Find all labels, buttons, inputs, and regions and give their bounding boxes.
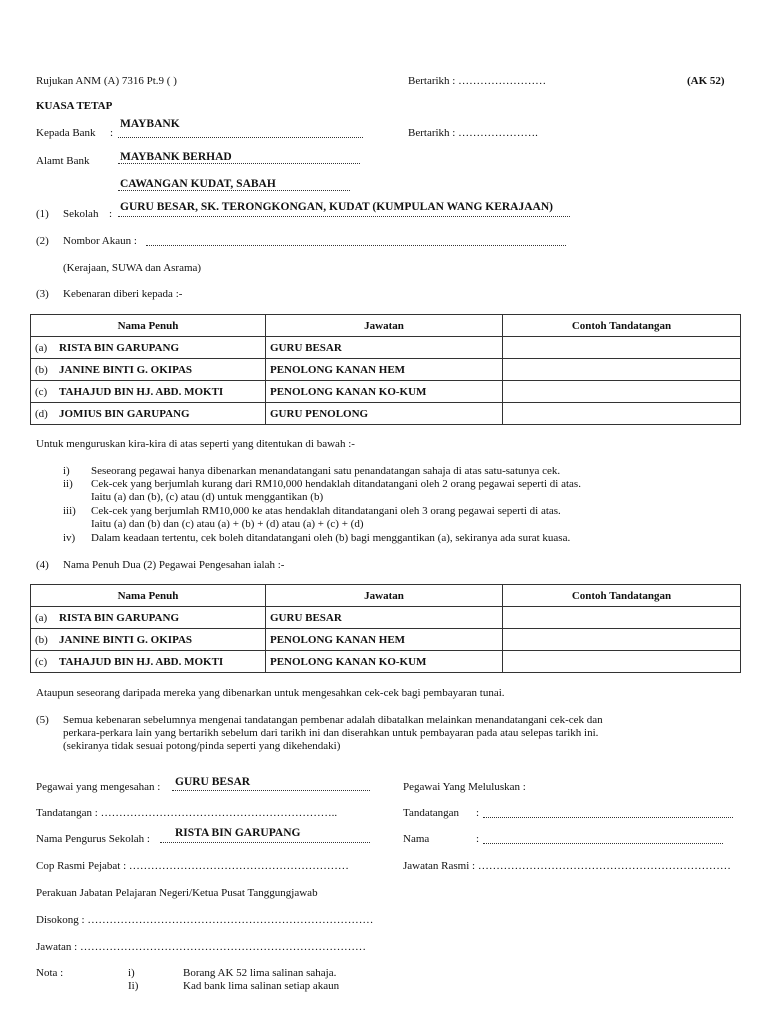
signature-cell[interactable] [503, 381, 741, 403]
full-name-cell [31, 403, 266, 425]
column-header-position: Jawatan [266, 585, 503, 607]
item-3-number: (3) [36, 288, 49, 300]
position-cell: GURU PENOLONG [266, 403, 503, 425]
signature-cell[interactable] [503, 607, 741, 629]
name-line-right[interactable] [483, 843, 723, 844]
verifying-officer-label: Pegawai yang mengesahan : [36, 781, 161, 793]
full-name: JANINE BINTI G. OKIPAS [59, 633, 193, 646]
school-label: Sekolah [63, 208, 99, 220]
note-ii-text: Kad bank lima salinan setiap akaun [183, 980, 340, 992]
note-label: Nota : [36, 967, 64, 979]
signatories-table [30, 314, 741, 425]
signature-cell[interactable] [503, 337, 741, 359]
table-row [31, 651, 741, 673]
verifying-officer-line[interactable] [172, 790, 370, 791]
position-cell: PENOLONG KANAN HEM [266, 629, 503, 651]
official-stamp-field[interactable]: Cop Rasmi Pejabat : …………………………………………………… [36, 860, 349, 872]
table-row [31, 403, 741, 425]
rule-iv-text: Dalam keadaan tertentu, cek boleh ditandatangani oleh (b) bagi menggantikan (a), sekiranya ada surat kuasa. [91, 532, 571, 544]
column-header-name: Nama Penuh [31, 315, 266, 337]
position-cell: PENOLONG KANAN KO-KUM [266, 651, 503, 673]
form-code: (AK 52) [687, 75, 725, 87]
verifying-officer-value: GURU BESAR [175, 776, 251, 788]
row-letter: (c) [35, 655, 48, 668]
row-letter: (a) [35, 341, 48, 354]
signature-colon-right: : [476, 807, 480, 819]
bank-colon: : [110, 127, 114, 139]
bank-address-value-1: MAYBANK BERHAD [120, 151, 232, 163]
position-cell: GURU BESAR [266, 607, 503, 629]
full-name-cell [31, 359, 266, 381]
rule-iii-text-2: Iaitu (a) dan (b) dan (c) atau (a) + (b) + (d) atau (a) + (c) + (d) [91, 518, 364, 530]
authorization-label: Kebenaran diberi kepada :- [63, 288, 183, 300]
cancellation-text-1: Semua kebenaran sebelumnya mengenai tandatangan pembenar adalah dibatalkan melainkan menandatangani cek-cek dan [63, 714, 603, 726]
bank-address-label: Alamt Bank [36, 155, 90, 167]
verifiers-label: Nama Penuh Dua (2) Pegawai Pengesahan ialah :- [63, 559, 285, 571]
row-letter: (a) [35, 611, 48, 624]
reference-number: Rujukan ANM (A) 7316 Pt.9 ( ) [36, 75, 177, 87]
rule-i-number: i) [63, 465, 70, 477]
signature-cell[interactable] [503, 629, 741, 651]
bank-name-line[interactable] [118, 137, 363, 138]
school-value: GURU BESAR, SK. TERONGKONGAN, KUDAT (KUMPULAN WANG KERAJAAN) [120, 201, 553, 213]
school-colon: : [109, 208, 113, 220]
row-letter: (d) [35, 407, 48, 420]
table-header-row [31, 585, 741, 607]
bank-name-value: MAYBANK [120, 118, 180, 130]
full-name: TAHAJUD BIN HJ. ABD. MOKTI [59, 655, 224, 668]
table-row [31, 381, 741, 403]
signature-line-right[interactable] [483, 817, 733, 818]
position-field[interactable]: Jawatan : …………………………………………………………………… [36, 941, 366, 953]
signature-field-left[interactable]: Tandatangan : ……………………………………………………….. [36, 807, 338, 819]
column-header-name: Nama Penuh [31, 585, 266, 607]
full-name: JOMIUS BIN GARUPANG [59, 407, 190, 420]
rule-ii-text: Cek-cek yang berjumlah kurang dari RM10,000 hendaklah ditandatangani oleh 2 orang pegawai seperti di atas. [91, 478, 581, 490]
name-colon-right: : [476, 833, 480, 845]
verifiers-table [30, 584, 741, 673]
signature-cell[interactable] [503, 403, 741, 425]
school-line[interactable] [118, 216, 570, 217]
date-field-1[interactable]: Bertarikh : …………………… [408, 75, 547, 87]
approving-officer-label: Pegawai Yang Meluluskan : [403, 781, 526, 793]
table-row [31, 607, 741, 629]
column-header-signature: Contoh Tandatangan [503, 315, 741, 337]
rule-i-text: Seseorang pegawai hanya dibenarkan menandatangani satu penandatangan sahaja di atas satu-satunya cek. [91, 465, 561, 477]
full-name-cell [31, 629, 266, 651]
rule-ii-text-2: Iaitu (a) dan (b), (c) atau (d) untuk menggantikan (b) [91, 491, 324, 503]
column-header-signature: Contoh Tandatangan [503, 585, 741, 607]
full-name-cell [31, 381, 266, 403]
account-number-field[interactable] [146, 245, 566, 246]
name-label-right: Nama [403, 833, 430, 845]
school-manager-line[interactable] [160, 842, 370, 843]
cash-verification-note: Ataupun seseorang daripada mereka yang dibenarkan untuk mengesahkan cek-cek bagi pembayaran tunai. [36, 687, 505, 699]
account-number-label: Nombor Akaun : [63, 235, 137, 247]
account-type-note: (Kerajaan, SUWA dan Asrama) [63, 262, 202, 274]
item-1-number: (1) [36, 208, 49, 220]
school-manager-value: RISTA BIN GARUPANG [175, 827, 301, 839]
bank-address-line-1[interactable] [118, 163, 360, 164]
item-2-number: (2) [36, 235, 49, 247]
bank-address-line-2[interactable] [118, 190, 350, 191]
cancellation-text-3: (sekiranya tidak sesuai potong/pinda seperti yang dikehendaki) [63, 740, 341, 752]
supported-by-field[interactable]: Disokong : …………………………………………………………………… [36, 914, 374, 926]
full-name: TAHAJUD BIN HJ. ABD. MOKTI [59, 385, 224, 398]
bank-label: Kepada Bank [36, 127, 96, 139]
rule-iii-number: iii) [63, 505, 76, 517]
item-5-number: (5) [36, 714, 49, 726]
full-name-cell [31, 337, 266, 359]
official-position-field[interactable]: Jawatan Rasmi : …………………………………………………………… [403, 860, 731, 872]
form-title: KUASA TETAP [36, 100, 113, 112]
rule-iii-text: Cek-cek yang berjumlah RM10,000 ke atas hendaklah ditandatangani oleh 3 orang pegawai seperti di atas. [91, 505, 561, 517]
cancellation-text-2: perkara-perkara lain yang bertarikh sebelum dari tarikh ini dan diserahkan untuk pembayaran pada atau selepas tarikh ini. [63, 727, 599, 739]
department-endorsement-heading: Perakuan Jabatan Pelajaran Negeri/Ketua Pusat Tanggungjawab [36, 887, 318, 899]
position-cell: PENOLONG KANAN KO-KUM [266, 381, 503, 403]
full-name: JANINE BINTI G. OKIPAS [59, 363, 193, 376]
row-letter: (b) [35, 363, 48, 376]
column-header-position: Jawatan [266, 315, 503, 337]
rules-intro: Untuk menguruskan kira-kira di atas seperti yang ditentukan di bawah :- [36, 438, 355, 450]
note-i-text: Borang AK 52 lima salinan sahaja. [183, 967, 337, 979]
row-letter: (c) [35, 385, 48, 398]
signature-cell[interactable] [503, 359, 741, 381]
full-name: RISTA BIN GARUPANG [59, 341, 179, 354]
note-i-number: i) [128, 967, 135, 979]
signature-label-right: Tandatangan [403, 807, 460, 819]
item-4-number: (4) [36, 559, 49, 571]
position-cell: PENOLONG KANAN HEM [266, 359, 503, 381]
date-field-2[interactable]: Bertarikh : …………………. [408, 127, 538, 139]
note-ii-number: Ii) [128, 980, 139, 992]
school-manager-label: Nama Pengurus Sekolah : [36, 833, 150, 845]
table-row [31, 337, 741, 359]
rule-ii-number: ii) [63, 478, 73, 490]
row-letter: (b) [35, 633, 48, 646]
bank-address-value-2: CAWANGAN KUDAT, SABAH [120, 178, 276, 190]
rule-iv-number: iv) [63, 532, 76, 544]
signature-cell[interactable] [503, 651, 741, 673]
full-name-cell [31, 607, 266, 629]
table-row [31, 629, 741, 651]
position-cell: GURU BESAR [266, 337, 503, 359]
full-name-cell [31, 651, 266, 673]
full-name: RISTA BIN GARUPANG [59, 611, 179, 624]
table-row [31, 359, 741, 381]
table-header-row [31, 315, 741, 337]
